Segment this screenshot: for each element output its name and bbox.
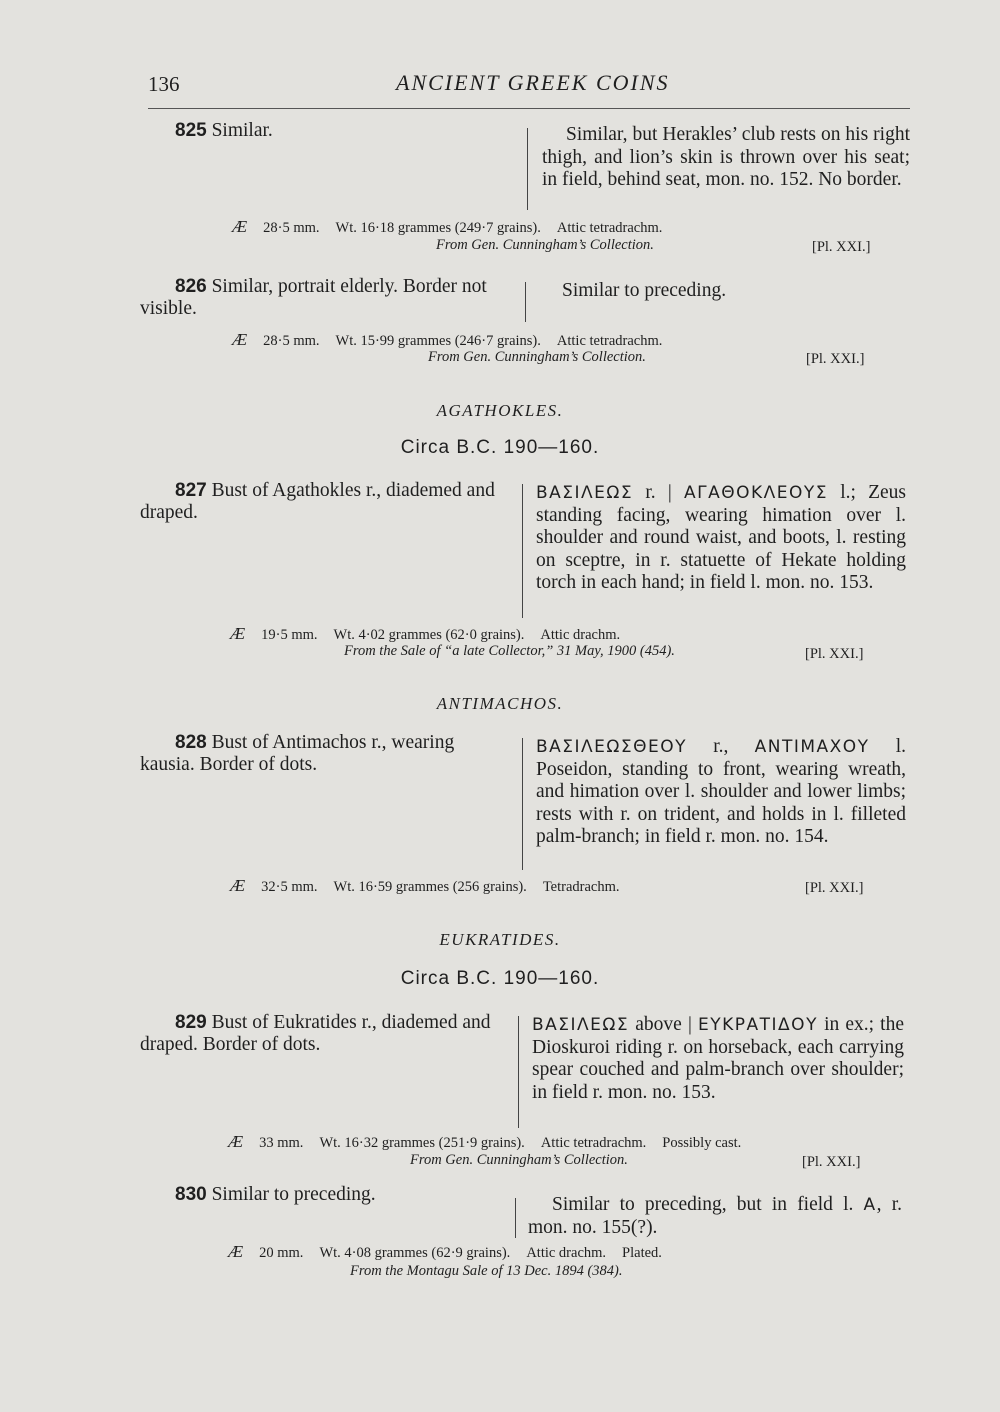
reverse-description: Similar to preceding. [562,280,727,301]
obverse-description: 827 Bust of Agathokles r., diademed and draped. [140,480,495,523]
entry-number: 830 [175,1184,207,1205]
section-date-agathokles: Circa B.C. 190—160. [400,437,600,458]
coin-details-825: Æ 28·5 mm. Wt. 16·18 grammes (249·7 grains). Attic tetradrachm. [232,217,663,236]
entry-number: 829 [175,1012,207,1033]
coin-details-828: Æ 32·5 mm. Wt. 16·59 grammes (256 grains). Tetradrachm. [230,876,620,895]
obverse-description: 825 Similar. [175,120,273,141]
column-divider [525,282,526,322]
column-divider [527,128,528,210]
header-rule [148,108,910,109]
entry-number: 826 [175,276,207,297]
greek-legend: ΕΥΚΡΑΤΙΔΟΥ [698,1015,818,1035]
column-divider [522,738,523,870]
reverse-description: Similar, but Herakles’ club rests on his right thigh, and lion’s skin is thrown over his seat; in field, behind seat, mon. no. 152. No border. [542,124,910,190]
section-date-eukratides: Circa B.C. 190—160. [400,968,600,989]
section-heading-eukratides: EUKRATIDES. [439,930,561,949]
obverse-description: 829 Bust of Eukratides r., diademed and draped. Border of dots. [140,1012,491,1055]
plate-reference-828: [Pl. XXI.] [805,880,864,896]
reverse-description: ΒΑΣΙΛΕΩΣ above | ΕΥΚΡΑΤΙΔΟΥ in ex.; the Dioskuroi riding r. on horseback, each carrying spear couched and palm-branch over shoulder; in field r. mon. no. 153. [532,1014,905,1103]
greek-legend: ΒΑΣΙΛΕΩΣ [536,483,634,503]
obverse-description: 828 Bust of Antimachos r., wearing kausia. Border of dots. [140,732,455,775]
greek-legend: ΑΓΑΘΟΚΛΕΟΥΣ [683,483,828,503]
plate-reference-826: [Pl. XXI.] [806,351,865,367]
provenance-830: From the Montagu Sale of 13 Dec. 1894 (384). [350,1263,623,1279]
provenance-825: From Gen. Cunningham’s Collection. [436,237,654,253]
coin-details-830: Æ 20 mm. Wt. 4·08 grammes (62·9 grains). Attic drachm. Plated. [228,1242,662,1261]
reverse-description: ΒΑΣΙΛΕΩΣ r. | ΑΓΑΘΟΚΛΕΟΥΣ l.; Zeus standing facing, wearing himation over l. shoulder and round waist, and boots, l. resting on sceptre, in r. statuette of Hekate holding torch in each hand; in field l. mon. no. 153. [536,482,907,593]
coin-details-827: Æ 19·5 mm. Wt. 4·02 grammes (62·0 grains). Attic drachm. [230,624,621,643]
section-heading-antimachos: ANTIMACHOS. [436,694,564,713]
provenance-829: From Gen. Cunningham’s Collection. [410,1152,628,1168]
running-head [148,70,910,106]
reverse-description: Similar to preceding, but in field l. Α, r. mon. no. 155(?). [528,1194,902,1238]
greek-legend: ΒΑΣΙΛΕΩΣΘΕΟΥ [536,737,688,757]
plate-reference-829: [Pl. XXI.] [802,1154,861,1170]
greek-legend: ΑΝΤΙΜΑΧΟΥ [754,737,870,757]
obverse-description: 830 Similar to preceding. [175,1184,376,1205]
column-divider [515,1198,516,1238]
provenance-827: From the Sale of “a late Collector,” 31 May, 1900 (454). [344,643,675,659]
running-title: ANCIENT GREEK COINS [396,70,670,95]
coin-details-829: Æ 33 mm. Wt. 16·32 grammes (251·9 grains). Attic tetradrachm. Possibly cast. [228,1132,742,1151]
entry-number: 827 [175,480,207,501]
column-divider [518,1016,519,1128]
reverse-description: ΒΑΣΙΛΕΩΣΘΕΟΥ r., ΑΝΤΙΜΑΧΟΥ l. Poseidon, standing to front, wearing wreath, and himation over l. shoulder and lower limbs; rests with r. on trident, and holds in l. filleted palm-branch; in field r. mon. no. 154. [536,736,907,847]
provenance-826: From Gen. Cunningham’s Collection. [428,349,646,365]
plate-reference-825: [Pl. XXI.] [812,239,871,255]
column-divider [522,484,523,618]
entry-number: 828 [175,732,207,753]
coin-details-826: Æ 28·5 mm. Wt. 15·99 grammes (246·7 grains). Attic tetradrachm. [232,330,663,349]
entry-number: 825 [175,120,207,141]
plate-reference-827: [Pl. XXI.] [805,646,864,662]
obverse-description: 826 Similar, portrait elderly. Border not visible. [140,276,487,319]
page-number: 136 [148,72,180,96]
greek-letter: Α [863,1195,877,1215]
greek-legend: ΒΑΣΙΛΕΩΣ [532,1015,630,1035]
section-heading-agathokles: AGATHOKLES. [436,401,564,420]
